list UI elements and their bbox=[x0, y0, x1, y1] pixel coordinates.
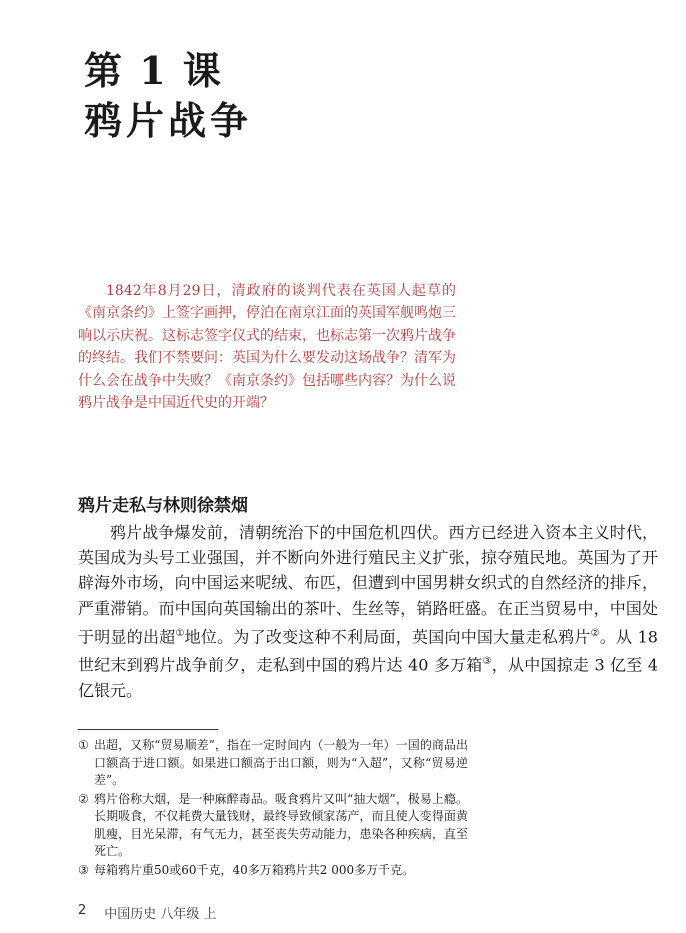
footnote-ref-1: ① bbox=[175, 627, 185, 639]
footnote-item bbox=[78, 862, 468, 880]
body-text-part: ，从中国掠走 3 亿至 4 亿银元。 bbox=[78, 655, 659, 700]
footnote-text: 出超，又称“贸易顺差”，指在一定时间内（一般为一年）一国的商品出口额高于进口额。如果进口额高于出口额，则为“入超”，又称“贸易逆差”。 bbox=[94, 738, 468, 787]
footnote-list bbox=[78, 737, 468, 880]
footnote-item bbox=[78, 791, 468, 861]
page-number: 2 bbox=[78, 903, 87, 918]
footnote-text: 每箱鸦片重50或60千克，40多万箱鸦片共2 000多万千克。 bbox=[94, 862, 415, 877]
footnote-text: 鸦片俗称大烟，是一种麻醉毒品。吸食鸦片又叫“抽大烟”，极易上瘾。长期吸食，不仅耗费大量钱财，最终导致倾家荡产，而且使人变得面黄肌瘦，目光呆滞，有气无力，甚至丧失劳动能力，患染各种疾病，直至死亡。 bbox=[94, 791, 468, 858]
body-text-part: 地位。为了改变这种不利局面，英国向中国大量走私鸦片 bbox=[184, 627, 591, 647]
section-heading: 鸦片走私与林则徐禁烟 bbox=[78, 496, 248, 516]
footnote-ref-3: ③ bbox=[482, 656, 492, 668]
lesson-title: 鸦片战争 bbox=[84, 98, 253, 143]
body-text-part: 。从 18 世纪末到鸦片战争前夕，走私到中国的鸦片达 40 多万箱 bbox=[78, 627, 658, 675]
body-paragraph bbox=[78, 520, 658, 703]
footnote-item bbox=[78, 737, 468, 790]
footnote-ref-2: ② bbox=[590, 627, 600, 639]
section-body bbox=[78, 520, 658, 703]
page-footer bbox=[78, 903, 217, 922]
book-title: 中国历史 八年级 上 bbox=[104, 907, 217, 922]
footnote-mark: ① bbox=[78, 738, 89, 752]
body-text-part: 鸦片战争爆发前，清朝统治下的中国危机四伏。西方已经进入资本主义时代，英国成为头号工业强国，并不断向外进行殖民主义扩张，掠夺殖民地。英国为了开辟海外市场，向中国运来呢绒、布匹，但遭到中国男耕女织式的自然经济的排斥，严重滞销。而中国向英国输出的茶叶、生丝等，销路旺盛。在正当贸易中，中国处于明显的出超 bbox=[78, 523, 658, 647]
intro-paragraph: 1842年8月29日，清政府的谈判代表在英国人起草的《南京条约》上签字画押，停泊在南京江面的英国军舰鸣炮三响以示庆祝。这标志签字仪式的结束，也标志第一次鸦片战争的终结。我们不禁要问：英国为什么要发动这场战争？清军为什么会在战争中失败？《南京条约》包括哪些内容？为什么说鸦片战争是中国近代史的开端？ bbox=[78, 283, 456, 412]
lesson-number: 第 1 课 bbox=[84, 48, 223, 93]
footnote-mark: ② bbox=[78, 791, 89, 806]
footnote-mark: ③ bbox=[78, 862, 89, 877]
footnote-divider bbox=[78, 729, 218, 730]
